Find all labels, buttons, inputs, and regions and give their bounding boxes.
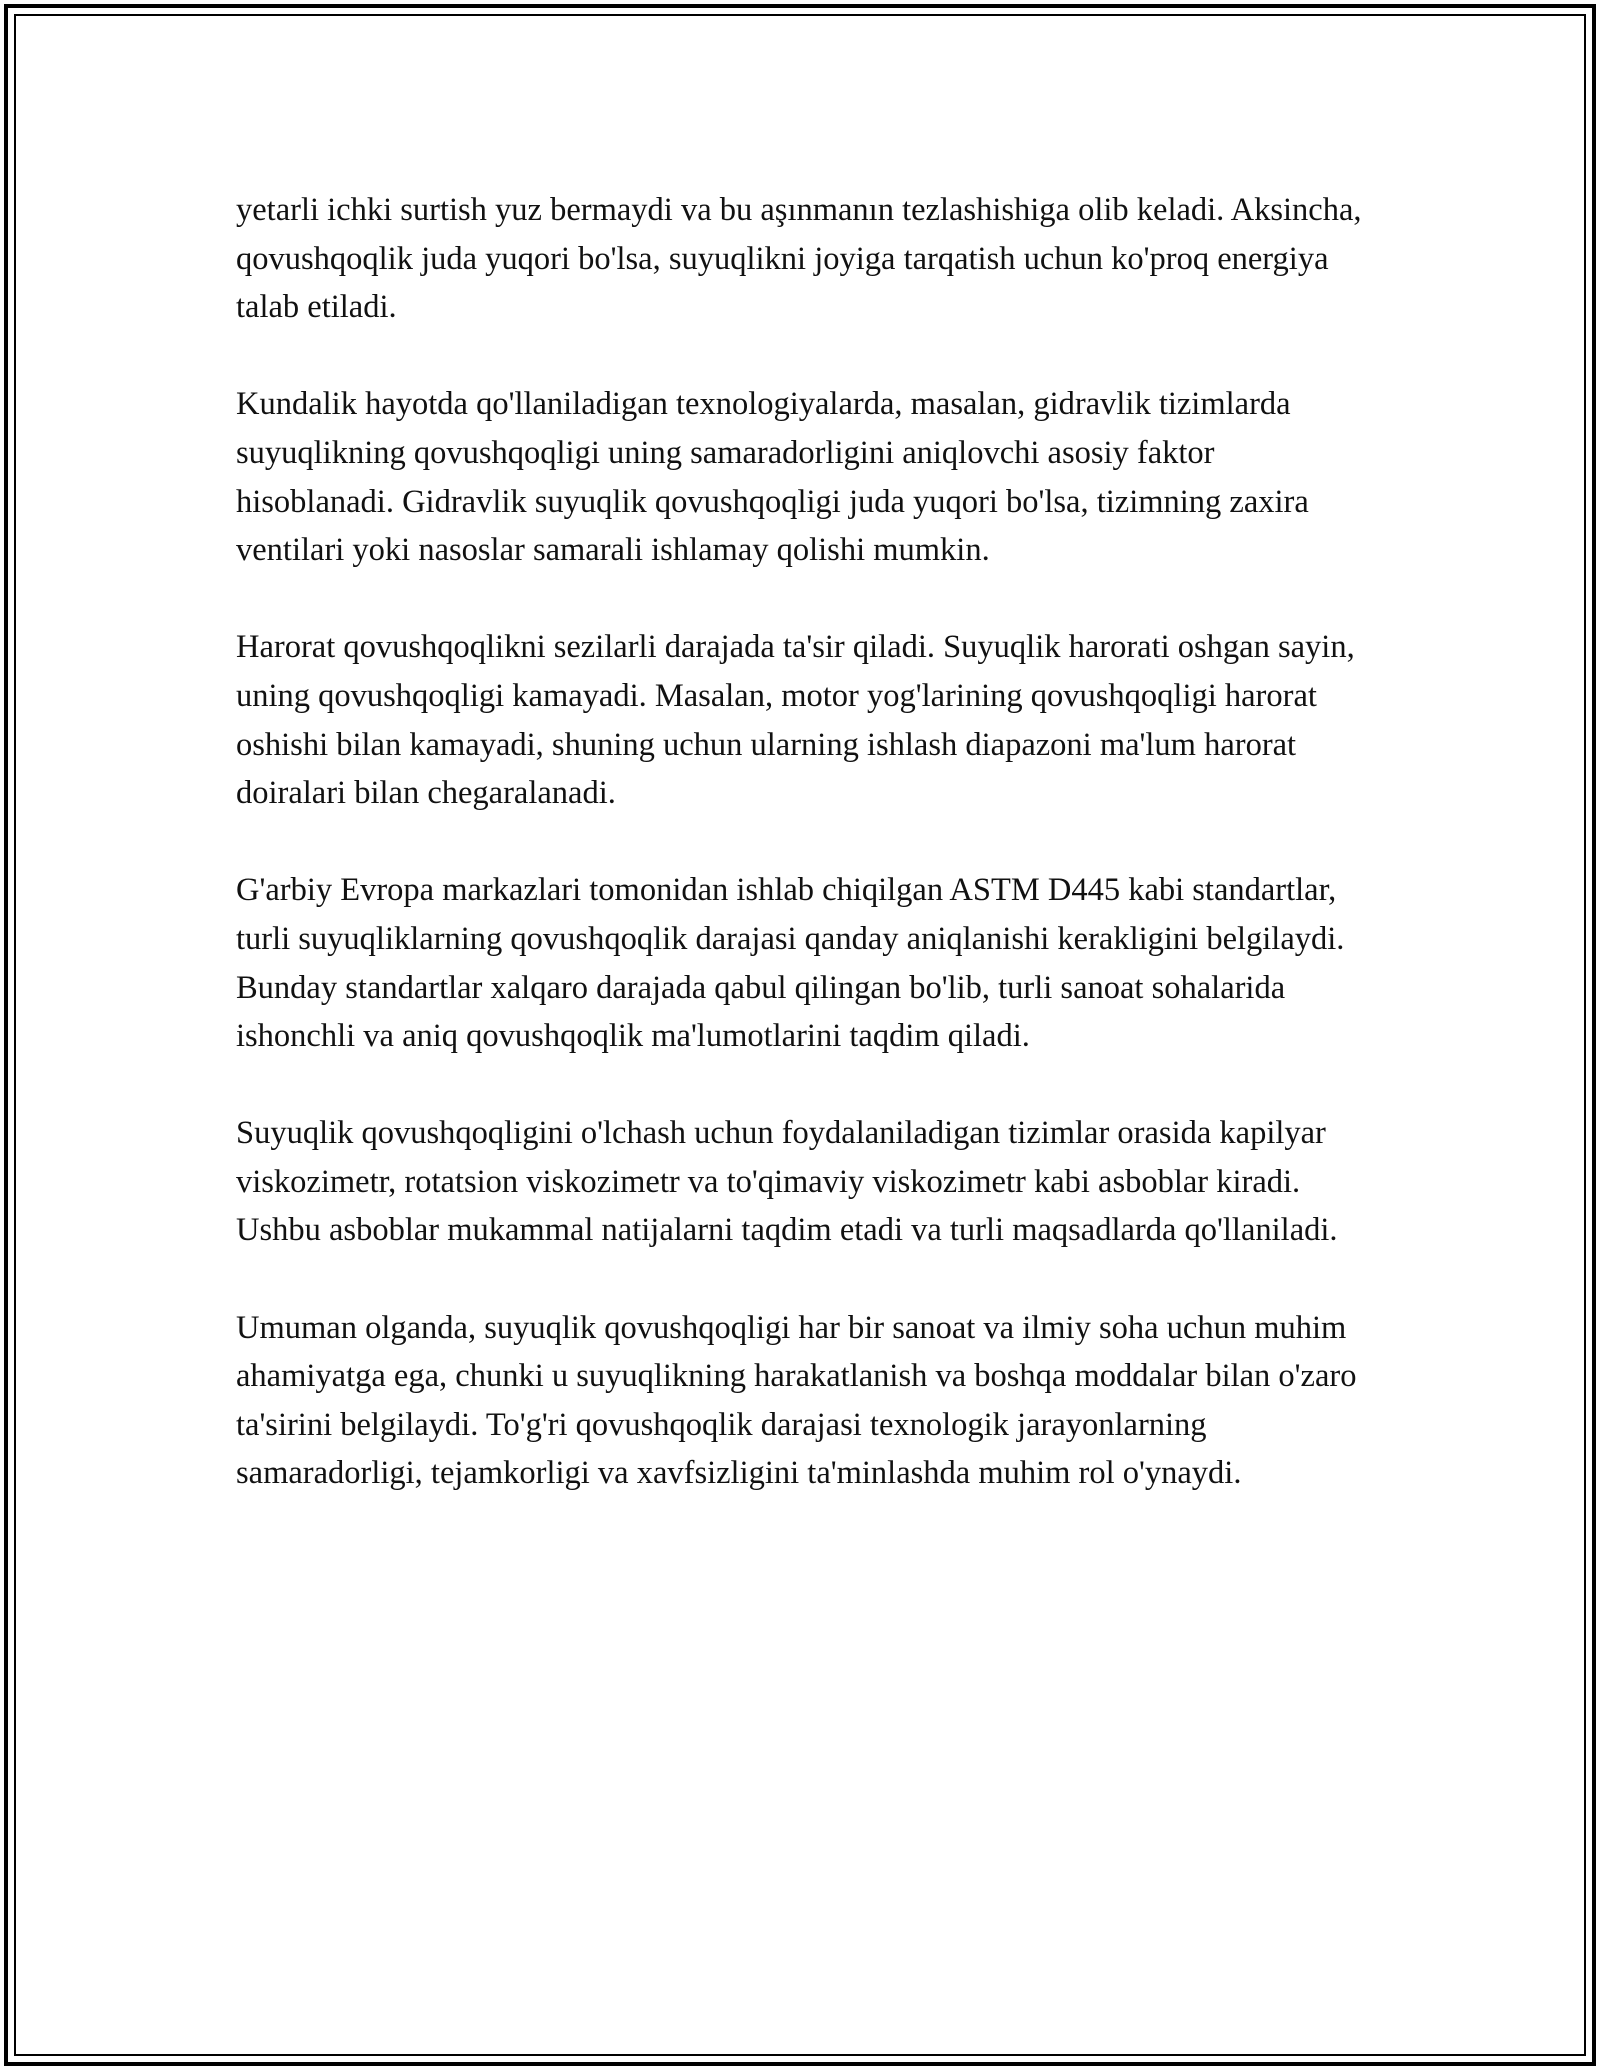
document-body — [236, 186, 1366, 1498]
paragraph-3: Harorat qovushqoqlikni sezilarli darajada ta'sir qiladi. Suyuqlik harorati oshgan sayin, uning qovushqoqligi kamayadi. Masalan, motor yog'larining qovushqoqligi harorat oshishi bilan kamayadi, shuning uchun ularning ishlash diapazoni ma'lum harorat doiralari bilan chegaralanadi. — [236, 629, 1355, 812]
paragraph-4: G'arbiy Evropa markazlari tomonidan ishlab chiqilgan ASTM D445 kabi standartlar, turli suyuqliklarning qovushqoqlik darajasi qanday aniqlanishi kerakligini belgilaydi. Bunday standartlar xalqaro darajada qabul qilingan bo'lib, turli sanoat sohalarida ishonchli va aniq qovushqoqlik ma'lumotlarini taqdim qiladi. — [236, 872, 1345, 1055]
paragraph-2: Kundalik hayotda qo'llaniladigan texnologiyalarda, masalan, gidravlik tizimlarda suyuqlikning qovushqoqligi uning samaradorligini aniqlovchi asosiy faktor hisoblanadi. Gidravlik suyuqlik qovushqoqligi juda yuqori bo'lsa, tizimning zaxira ventilari yoki nasoslar samarali ishlamay qolishi mumkin. — [236, 386, 1309, 569]
paragraph-5: Suyuqlik qovushqoqligini o'lchash uchun foydalaniladigan tizimlar orasida kapilyar viskozimetr, rotatsion viskozimetr va to'qimaviy viskozimetr kabi asboblar kiradi. Ushbu asboblar mukammal natijalarni taqdim etadi va turli maqsadlarda qo'llaniladi. — [236, 1115, 1338, 1249]
paragraph-6: Umuman olganda, suyuqlik qovushqoqligi har bir sanoat va ilmiy soha uchun muhim ahamiyatga ega, chunki u suyuqlikning harakatlanish va boshqa moddalar bilan o'zaro ta'sirini belgilaydi. To'g'ri qovushqoqlik darajasi texnologik jarayonlarning samaradorligi, tejamkorligi va xavfsizligini ta'minlashda muhim rol o'ynaydi. — [236, 1309, 1357, 1492]
paragraph-1: yetarli ichki surtish yuz bermaydi va bu aşınmanın tezlashishiga olib keladi. Aksincha, qovushqoqlik juda yuqori bo'lsa, suyuqlikni joyiga tarqatish uchun ko'proq energiya talab etiladi. — [236, 192, 1362, 326]
